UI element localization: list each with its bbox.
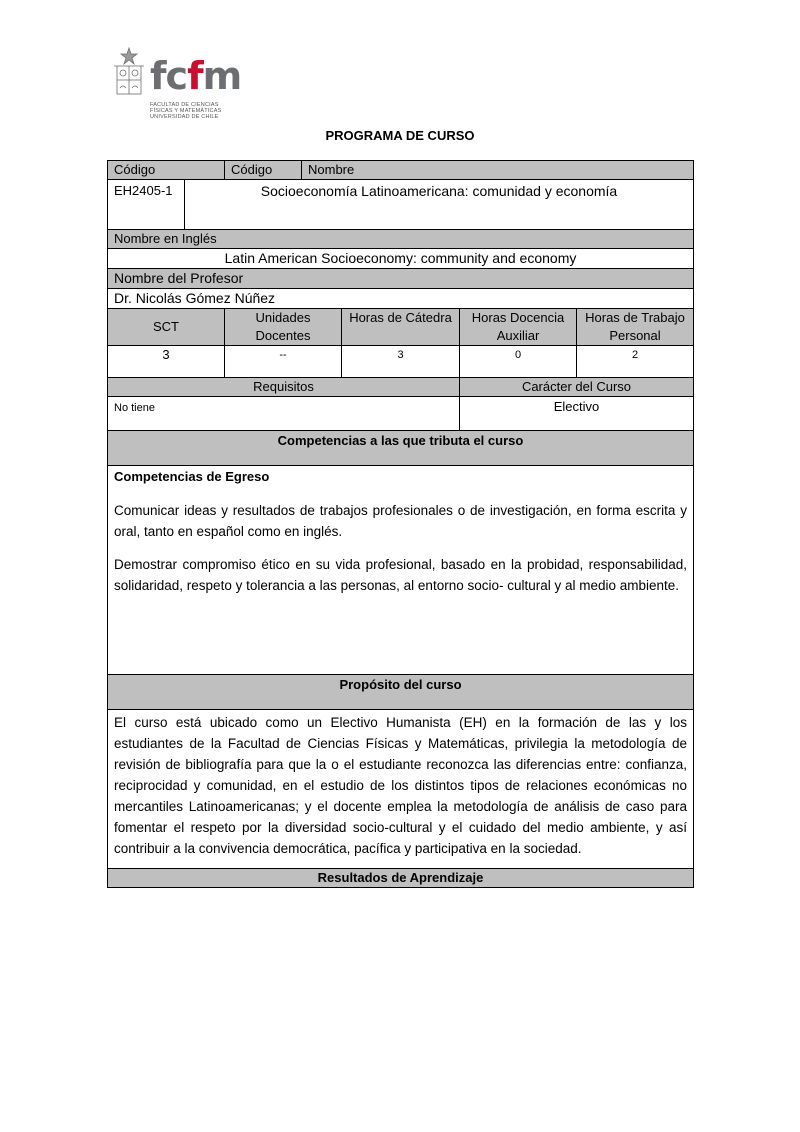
teaching-units-value: -- <box>225 346 342 378</box>
name-label-cell: Nombre <box>308 162 355 177</box>
lecture-hours-value: 3 <box>342 346 460 378</box>
fcfm-logo <box>112 46 242 130</box>
purpose-text: El curso está ubicado como un Electivo Humanista (EH) en la formación de las y los estudiantes de la Facultad de Ciencias Físicas y Matemáticas, privilegia la metodología de revisión de bibliografía para que la o el estudiante reconozca las diferencias entre: confianza, reciprocidad y comunidad, en el estudio de los distintos tipos de relaciones económicas no mercantiles Latinoamericanas; y el docente emplea la metodología de análisis de caso para fomentar el respeto por la diversidad socio-cultural y el cuidado del medio ambiente, y así contribuir a la convivencia democrática, pacífica y participativa en la sociedad. <box>114 715 687 856</box>
purpose-body <box>108 710 694 869</box>
english-name: Latin American Socioeconomy: community and economy <box>108 249 694 269</box>
sct-value: 3 <box>108 346 225 378</box>
auxiliary-hours-value: 0 <box>460 346 577 378</box>
code-label-cell: Código <box>225 161 302 179</box>
course-code: EH2405-1 <box>108 180 185 229</box>
competencies-header: Competencias a las que tributa el curso <box>108 431 694 466</box>
course-character-value: Electivo <box>460 397 694 431</box>
lecture-hours-header: Horas de Cátedra <box>342 309 460 346</box>
competencies-subtitle: Competencias de Egreso <box>114 469 270 484</box>
requirements-value: No tiene <box>108 397 460 431</box>
auxiliary-hours-header: Horas Docencia Auxiliar <box>460 309 577 346</box>
logo-wordmark: fcfm <box>150 54 242 98</box>
personal-work-hours-value: 2 <box>577 346 694 378</box>
requirements-label: Requisitos <box>108 378 460 397</box>
professor-label: Nombre del Profesor <box>108 269 694 289</box>
course-program-table <box>107 160 694 888</box>
course-character-label: Carácter del Curso <box>460 378 694 397</box>
document-title: PROGRAMA DE CURSO <box>325 128 475 143</box>
university-crest-icon <box>112 46 146 100</box>
competency-item: Comunicar ideas y resultados de trabajos profesionales o de investigación, en forma escrita y oral, tanto en español como en inglés. <box>114 503 687 539</box>
learning-outcomes-header: Resultados de Aprendizaje <box>108 869 694 888</box>
code-name-row <box>108 180 694 230</box>
name-label <box>225 161 694 180</box>
course-name: Socioeconomía Latinoamericana: comunidad y economía <box>260 183 618 199</box>
sct-header: SCT <box>108 309 225 346</box>
purpose-header: Propósito del curso <box>108 675 694 710</box>
competencies-body <box>108 466 694 675</box>
professor-name: Dr. Nicolás Gómez Núñez <box>108 289 694 309</box>
personal-work-hours-header: Horas de Trabajo Personal <box>577 309 694 346</box>
competency-item: Demostrar compromiso ético en su vida profesional, basado en la probidad, responsabilidad, solidaridad, respeto y tolerancia a las personas, al entorno socio- cultural y al medio ambiente. <box>114 557 687 593</box>
logo-institution: FACULTAD DE CIENCIAS FÍSICAS Y MATEMÁTICAS UNIVERSIDAD DE CHILE <box>150 102 222 120</box>
code-label: Código <box>108 161 225 180</box>
english-name-label: Nombre en Inglés <box>108 230 694 249</box>
teaching-units-header: Unidades Docentes <box>225 309 342 346</box>
